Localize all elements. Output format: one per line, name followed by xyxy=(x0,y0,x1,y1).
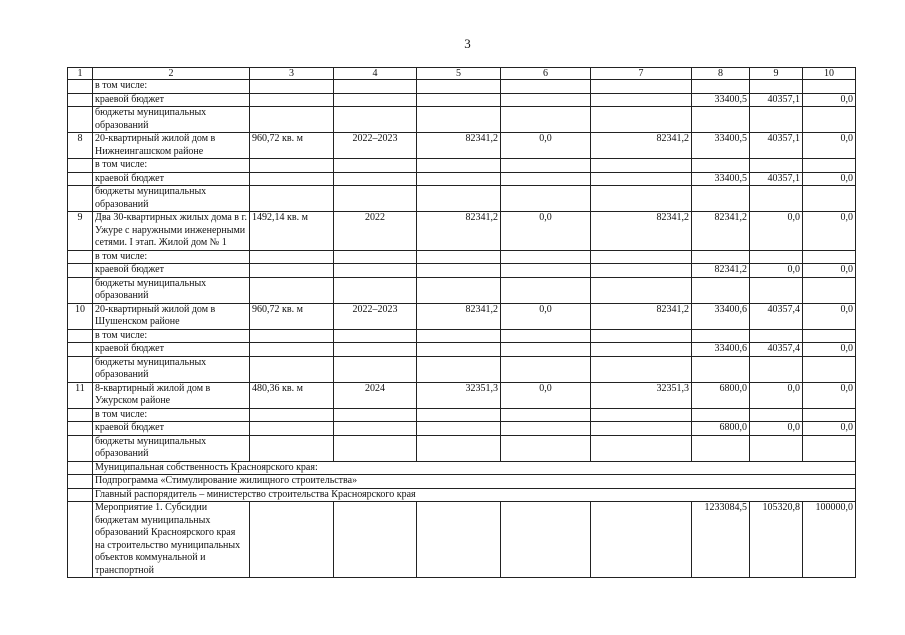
section-row xyxy=(68,475,856,489)
value-cell-9 xyxy=(750,277,803,303)
row-number-cell xyxy=(68,159,93,173)
value-cell-9 xyxy=(750,329,803,343)
value-cell-7 xyxy=(591,408,692,422)
value-cell-9 xyxy=(750,408,803,422)
value-cell-9: 40357,4 xyxy=(750,343,803,357)
column-number-row xyxy=(68,68,856,80)
row-label: 8-квартирный жилой дом в Ужурском районе xyxy=(93,382,250,408)
value-cell-9: 40357,1 xyxy=(750,93,803,107)
value-cell-8 xyxy=(692,356,750,382)
row-label: в том числе: xyxy=(93,159,250,173)
row-label: бюджеты муниципальных образований xyxy=(93,277,250,303)
value-cell-5 xyxy=(417,172,501,186)
value-cell-9: 0,0 xyxy=(750,382,803,408)
value-cell-7 xyxy=(591,264,692,278)
value-cell-7 xyxy=(591,93,692,107)
area-cell xyxy=(250,408,334,422)
value-cell-7: 32351,3 xyxy=(591,382,692,408)
value-cell-9 xyxy=(750,186,803,212)
value-cell-7 xyxy=(591,329,692,343)
years-cell xyxy=(334,159,417,173)
row-number-cell: 10 xyxy=(68,303,93,329)
area-cell xyxy=(250,329,334,343)
value-cell-5 xyxy=(417,422,501,436)
years-cell xyxy=(334,93,417,107)
value-cell-6 xyxy=(501,408,591,422)
years-cell xyxy=(334,435,417,461)
years-cell: 2024 xyxy=(334,382,417,408)
area-cell xyxy=(250,435,334,461)
value-cell-7 xyxy=(591,159,692,173)
years-cell xyxy=(334,264,417,278)
column-number-5: 5 xyxy=(417,68,501,80)
value-cell-6 xyxy=(501,186,591,212)
value-cell-8: 33400,6 xyxy=(692,303,750,329)
value-cell-5 xyxy=(417,264,501,278)
row-number-cell: 8 xyxy=(68,133,93,159)
table-row xyxy=(68,277,856,303)
value-cell-9 xyxy=(750,80,803,94)
value-cell-6 xyxy=(501,329,591,343)
row-number-cell xyxy=(68,488,93,502)
years-cell: 2022–2023 xyxy=(334,303,417,329)
value-cell-8 xyxy=(692,107,750,133)
value-cell-10 xyxy=(803,435,856,461)
value-cell-7 xyxy=(591,343,692,357)
row-label: бюджеты муниципальных образований xyxy=(93,435,250,461)
value-cell-7 xyxy=(591,502,692,578)
years-cell xyxy=(334,356,417,382)
row-number-cell xyxy=(68,107,93,133)
value-cell-8 xyxy=(692,277,750,303)
row-number-cell xyxy=(68,264,93,278)
value-cell-8 xyxy=(692,250,750,264)
area-cell xyxy=(250,107,334,133)
value-cell-6: 0,0 xyxy=(501,382,591,408)
value-cell-9 xyxy=(750,107,803,133)
value-cell-9: 0,0 xyxy=(750,212,803,251)
value-cell-7 xyxy=(591,250,692,264)
value-cell-10 xyxy=(803,159,856,173)
table-row xyxy=(68,343,856,357)
value-cell-9 xyxy=(750,159,803,173)
years-cell xyxy=(334,502,417,578)
value-cell-7: 82341,2 xyxy=(591,303,692,329)
value-cell-5 xyxy=(417,343,501,357)
value-cell-10: 100000,0 xyxy=(803,502,856,578)
area-cell xyxy=(250,186,334,212)
value-cell-10 xyxy=(803,186,856,212)
value-cell-6 xyxy=(501,277,591,303)
table-row xyxy=(68,435,856,461)
value-cell-9: 0,0 xyxy=(750,422,803,436)
area-cell xyxy=(250,250,334,264)
row-label: бюджеты муниципальных образований xyxy=(93,186,250,212)
row-label: в том числе: xyxy=(93,80,250,94)
value-cell-6 xyxy=(501,502,591,578)
area-cell xyxy=(250,80,334,94)
table-row xyxy=(68,356,856,382)
value-cell-5 xyxy=(417,93,501,107)
row-number-cell: 11 xyxy=(68,382,93,408)
table-row xyxy=(68,264,856,278)
value-cell-10 xyxy=(803,80,856,94)
row-number-cell xyxy=(68,277,93,303)
table-row xyxy=(68,250,856,264)
area-cell xyxy=(250,422,334,436)
row-number-cell xyxy=(68,408,93,422)
row-label: краевой бюджет xyxy=(93,422,250,436)
value-cell-10: 0,0 xyxy=(803,172,856,186)
column-number-2: 2 xyxy=(93,68,250,80)
value-cell-7 xyxy=(591,422,692,436)
value-cell-7 xyxy=(591,80,692,94)
value-cell-6: 0,0 xyxy=(501,212,591,251)
value-cell-10 xyxy=(803,356,856,382)
value-cell-7 xyxy=(591,172,692,186)
value-cell-10: 0,0 xyxy=(803,343,856,357)
years-cell xyxy=(334,329,417,343)
value-cell-10: 0,0 xyxy=(803,264,856,278)
value-cell-8: 33400,5 xyxy=(692,172,750,186)
value-cell-5 xyxy=(417,80,501,94)
row-label: Два 30-квартирных жилых дома в г. Ужуре с наружными инженерными сетями. I этап. Жилой дом № 1 xyxy=(93,212,250,251)
row-label: краевой бюджет xyxy=(93,264,250,278)
section-row xyxy=(68,488,856,502)
value-cell-5 xyxy=(417,329,501,343)
value-cell-6 xyxy=(501,250,591,264)
value-cell-9: 40357,1 xyxy=(750,133,803,159)
value-cell-8: 33400,5 xyxy=(692,93,750,107)
row-number-cell xyxy=(68,461,93,475)
section-row xyxy=(68,461,856,475)
area-cell xyxy=(250,502,334,578)
years-cell xyxy=(334,343,417,357)
row-label: краевой бюджет xyxy=(93,172,250,186)
column-number-7: 7 xyxy=(591,68,692,80)
column-number-1: 1 xyxy=(68,68,93,80)
value-cell-9 xyxy=(750,435,803,461)
row-number-cell xyxy=(68,435,93,461)
column-number-10: 10 xyxy=(803,68,856,80)
area-cell xyxy=(250,159,334,173)
table-row xyxy=(68,93,856,107)
value-cell-5 xyxy=(417,356,501,382)
value-cell-9: 40357,4 xyxy=(750,303,803,329)
row-label: бюджеты муниципальных образований xyxy=(93,356,250,382)
row-label: 20-квартирный жилой дом в Шушенском районе xyxy=(93,303,250,329)
row-number-cell xyxy=(68,422,93,436)
value-cell-6 xyxy=(501,107,591,133)
row-label: Мероприятие 1. Субсидии бюджетам муниципальных образований Красноярского края на строительство муниципальных объектов коммунальной и транспортной xyxy=(93,502,250,578)
value-cell-10: 0,0 xyxy=(803,133,856,159)
table-row xyxy=(68,382,856,408)
value-cell-5 xyxy=(417,159,501,173)
row-label: в том числе: xyxy=(93,408,250,422)
value-cell-8: 82341,2 xyxy=(692,212,750,251)
column-number-3: 3 xyxy=(250,68,334,80)
value-cell-5: 32351,3 xyxy=(417,382,501,408)
value-cell-6: 0,0 xyxy=(501,303,591,329)
area-cell: 1492,14 кв. м xyxy=(250,212,334,251)
value-cell-6 xyxy=(501,422,591,436)
column-number-6: 6 xyxy=(501,68,591,80)
row-number-cell xyxy=(68,250,93,264)
value-cell-9: 0,0 xyxy=(750,264,803,278)
value-cell-5: 82341,2 xyxy=(417,212,501,251)
value-cell-5 xyxy=(417,408,501,422)
value-cell-6 xyxy=(501,343,591,357)
value-cell-9: 105320,8 xyxy=(750,502,803,578)
years-cell xyxy=(334,107,417,133)
value-cell-6 xyxy=(501,93,591,107)
value-cell-10 xyxy=(803,408,856,422)
value-cell-7 xyxy=(591,435,692,461)
table-row xyxy=(68,159,856,173)
value-cell-7 xyxy=(591,186,692,212)
value-cell-8 xyxy=(692,435,750,461)
table-row xyxy=(68,80,856,94)
row-label: 20-квартирный жилой дом в Нижнеингашском районе xyxy=(93,133,250,159)
years-cell xyxy=(334,422,417,436)
row-number-cell: 9 xyxy=(68,212,93,251)
table-row xyxy=(68,303,856,329)
value-cell-9 xyxy=(750,250,803,264)
area-cell xyxy=(250,264,334,278)
value-cell-5 xyxy=(417,435,501,461)
value-cell-8 xyxy=(692,159,750,173)
value-cell-8 xyxy=(692,80,750,94)
table-row xyxy=(68,329,856,343)
value-cell-8: 33400,5 xyxy=(692,133,750,159)
years-cell: 2022 xyxy=(334,212,417,251)
table-row xyxy=(68,422,856,436)
value-cell-8: 6800,0 xyxy=(692,382,750,408)
value-cell-9 xyxy=(750,356,803,382)
area-cell: 960,72 кв. м xyxy=(250,303,334,329)
row-number-cell xyxy=(68,93,93,107)
value-cell-10: 0,0 xyxy=(803,422,856,436)
column-number-9: 9 xyxy=(750,68,803,80)
value-cell-8: 33400,6 xyxy=(692,343,750,357)
value-cell-6 xyxy=(501,172,591,186)
area-cell xyxy=(250,356,334,382)
area-cell xyxy=(250,93,334,107)
years-cell: 2022–2023 xyxy=(334,133,417,159)
row-number-cell xyxy=(68,475,93,489)
years-cell xyxy=(334,172,417,186)
area-cell: 960,72 кв. м xyxy=(250,133,334,159)
value-cell-10 xyxy=(803,250,856,264)
value-cell-6: 0,0 xyxy=(501,133,591,159)
value-cell-10 xyxy=(803,329,856,343)
value-cell-7 xyxy=(591,356,692,382)
value-cell-6 xyxy=(501,159,591,173)
area-cell xyxy=(250,277,334,303)
value-cell-10: 0,0 xyxy=(803,303,856,329)
area-cell xyxy=(250,172,334,186)
value-cell-10: 0,0 xyxy=(803,382,856,408)
table-row xyxy=(68,408,856,422)
value-cell-6 xyxy=(501,435,591,461)
value-cell-9: 40357,1 xyxy=(750,172,803,186)
area-cell xyxy=(250,343,334,357)
value-cell-8 xyxy=(692,186,750,212)
value-cell-5: 82341,2 xyxy=(417,303,501,329)
row-number-cell xyxy=(68,502,93,578)
row-number-cell xyxy=(68,172,93,186)
table-row xyxy=(68,502,856,578)
years-cell xyxy=(334,80,417,94)
value-cell-7: 82341,2 xyxy=(591,133,692,159)
row-number-cell xyxy=(68,329,93,343)
years-cell xyxy=(334,277,417,303)
table-row xyxy=(68,172,856,186)
value-cell-5 xyxy=(417,107,501,133)
value-cell-7: 82341,2 xyxy=(591,212,692,251)
years-cell xyxy=(334,186,417,212)
section-label: Подпрограмма «Стимулирование жилищного строительства» xyxy=(93,475,856,489)
value-cell-5 xyxy=(417,186,501,212)
row-number-cell xyxy=(68,343,93,357)
value-cell-8: 1233084,5 xyxy=(692,502,750,578)
table-row xyxy=(68,212,856,251)
row-label: в том числе: xyxy=(93,329,250,343)
column-number-4: 4 xyxy=(334,68,417,80)
value-cell-5: 82341,2 xyxy=(417,133,501,159)
area-cell: 480,36 кв. м xyxy=(250,382,334,408)
table-row xyxy=(68,133,856,159)
budget-table xyxy=(67,67,856,578)
row-label: бюджеты муниципальных образований xyxy=(93,107,250,133)
row-label: краевой бюджет xyxy=(93,93,250,107)
column-number-8: 8 xyxy=(692,68,750,80)
value-cell-6 xyxy=(501,356,591,382)
page-number: 3 xyxy=(464,36,471,51)
row-label: в том числе: xyxy=(93,250,250,264)
value-cell-6 xyxy=(501,264,591,278)
value-cell-7 xyxy=(591,277,692,303)
row-number-cell xyxy=(68,356,93,382)
value-cell-5 xyxy=(417,277,501,303)
value-cell-5 xyxy=(417,502,501,578)
value-cell-10: 0,0 xyxy=(803,93,856,107)
table-row xyxy=(68,186,856,212)
years-cell xyxy=(334,408,417,422)
row-number-cell xyxy=(68,80,93,94)
value-cell-6 xyxy=(501,80,591,94)
value-cell-8: 6800,0 xyxy=(692,422,750,436)
years-cell xyxy=(334,250,417,264)
value-cell-8 xyxy=(692,329,750,343)
value-cell-5 xyxy=(417,250,501,264)
row-label: краевой бюджет xyxy=(93,343,250,357)
value-cell-8: 82341,2 xyxy=(692,264,750,278)
value-cell-10: 0,0 xyxy=(803,212,856,251)
row-number-cell xyxy=(68,186,93,212)
value-cell-8 xyxy=(692,408,750,422)
table-row xyxy=(68,107,856,133)
value-cell-10 xyxy=(803,107,856,133)
section-label: Главный распорядитель – министерство строительства Красноярского края xyxy=(93,488,856,502)
value-cell-10 xyxy=(803,277,856,303)
section-label: Муниципальная собственность Красноярского края: xyxy=(93,461,856,475)
value-cell-7 xyxy=(591,107,692,133)
